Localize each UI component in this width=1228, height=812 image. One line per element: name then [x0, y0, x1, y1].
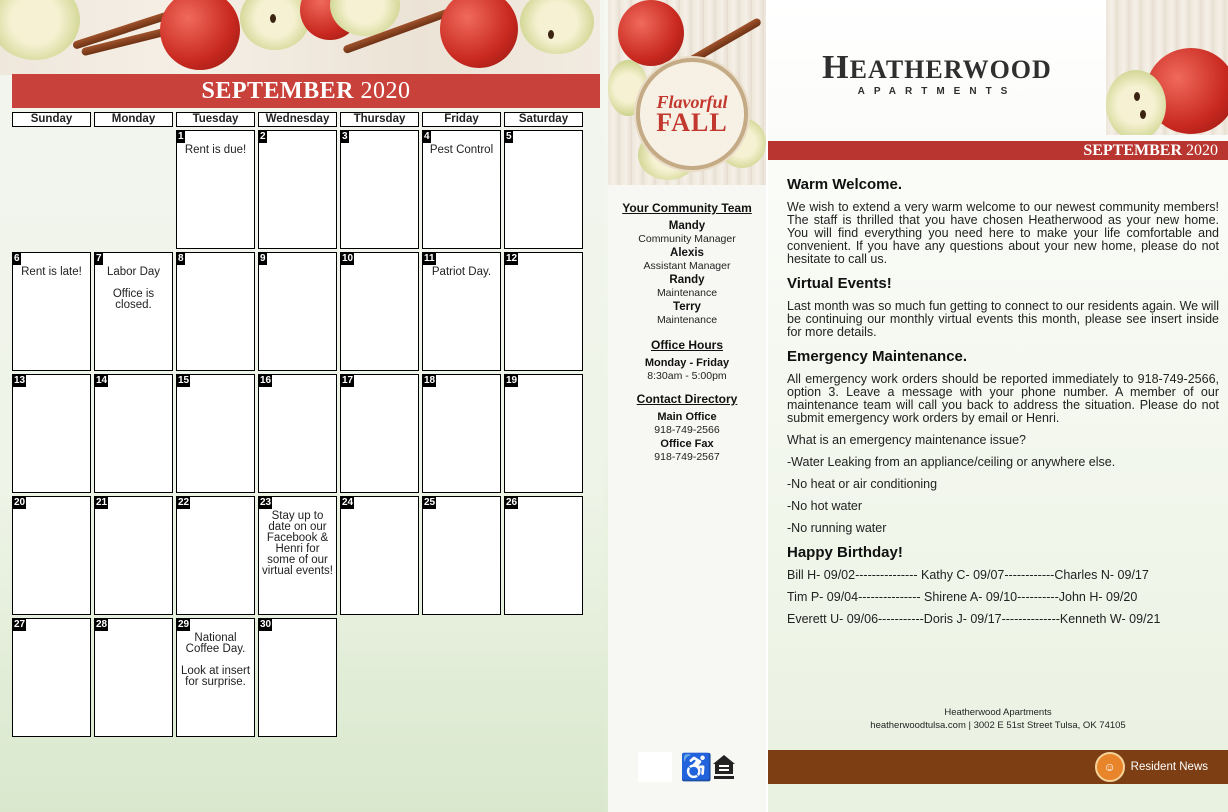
logo-initial: H [822, 49, 850, 86]
calendar-week [12, 496, 586, 615]
day-event: Rent is late! [21, 266, 82, 278]
calendar-day-cell [504, 374, 583, 493]
directory-phone: 918-749-2566 [654, 424, 720, 436]
day-number: 28 [96, 619, 108, 630]
directory-label: Main Office [657, 411, 717, 423]
footer-address-line: heatherwoodtulsa.com | 3002 E 51st Street Tulsa, OK 74105 [870, 720, 1126, 731]
hours-heading: Office Hours [650, 338, 723, 352]
calendar-day-cell [94, 618, 173, 737]
day-number: 20 [14, 497, 26, 508]
calendar-day-cell [340, 130, 419, 249]
weekday-header: Monday [94, 112, 173, 127]
section-paragraph: -Water Leaking from an appliance/ceiling or anywhere else. [787, 455, 1116, 469]
logo-sub: APARTMENTS [857, 86, 1017, 97]
day-number: 16 [260, 375, 272, 386]
newsletter-page [608, 0, 1228, 812]
day-number: 29 [178, 619, 190, 630]
newsletter-month: SEPTEMBER [1083, 142, 1182, 159]
section-paragraph: What is an emergency maintenance issue? [787, 433, 1027, 447]
day-number: 17 [342, 375, 354, 386]
calendar-day-cell [12, 252, 91, 371]
calendar-month-band [12, 74, 600, 108]
hours-days: Monday - Friday [644, 357, 730, 369]
wheelchair-icon: ♿ [680, 752, 713, 782]
day-number: 26 [506, 497, 518, 508]
day-number: 23 [260, 497, 272, 508]
day-number: 14 [96, 375, 108, 386]
footer-address [768, 706, 1228, 732]
calendar-day-cell [258, 130, 337, 249]
calendar-month: SEPTEMBER [201, 77, 355, 104]
day-number: 5 [506, 131, 512, 142]
apple-banner-art [0, 0, 600, 75]
hours-time: 8:30am - 5:00pm [647, 370, 727, 382]
calendar-day-cell [504, 130, 583, 249]
calendar-day-cell [94, 496, 173, 615]
calendar-day-cell [176, 130, 255, 249]
office-hours-block [608, 338, 766, 383]
newsletter-month-title [1083, 141, 1218, 160]
calendar-day-cell [504, 496, 583, 615]
community-team-block [608, 201, 766, 327]
blank-logo-box [638, 752, 672, 782]
day-event: National Coffee Day. Look at insert for surprise. [180, 632, 251, 688]
resident-news-label: Resident News [1130, 761, 1208, 773]
section-paragraph: Everett U- 09/06-----------Doris J- 09/17--------------Kenneth W- 09/21 [787, 612, 1161, 626]
day-number: 10 [342, 253, 354, 264]
resident-news-logo-icon: ☺ [1095, 752, 1125, 782]
day-number: 27 [14, 619, 26, 630]
day-event: Labor Day Office is closed. [106, 266, 161, 311]
calendar-day-cell [94, 374, 173, 493]
team-member-name: Terry [673, 301, 701, 313]
directory-phone: 918-749-2567 [654, 451, 720, 463]
team-member-role: Maintenance [656, 287, 718, 299]
calendar-day-cell [340, 496, 419, 615]
team-heading: Your Community Team [622, 201, 752, 215]
section-paragraph: Tim P- 09/04--------------- Shirene A- 09/10----------John H- 09/20 [787, 590, 1138, 604]
newsletter-month-band [768, 141, 1228, 160]
day-number: 3 [342, 131, 348, 142]
calendar-day-cell [422, 496, 501, 615]
section-heading: Warm Welcome. [787, 176, 903, 193]
day-number: 9 [260, 253, 266, 264]
day-number: 6 [14, 253, 20, 264]
flavorful-fall-badge [636, 58, 748, 170]
calendar-day-cell [340, 252, 419, 371]
day-number: 21 [96, 497, 108, 508]
calendar-day-cell [422, 374, 501, 493]
day-event: Pest Control [429, 144, 494, 156]
calendar-week [12, 130, 586, 249]
day-number: 25 [424, 497, 436, 508]
section-paragraph: We wish to extend a very warm welcome to our newest community members! The staff is thrilled that you have chosen Heatherwood as your new home. You will find everything you need here to make your life comfortable and convenient. If you have any questions about your new home, please do not hesitate to call us. [787, 200, 1219, 266]
calendar-day-cell [422, 252, 501, 371]
calendar-day-cell [176, 618, 255, 737]
calendar-day-cell [94, 252, 173, 371]
calendar-day-cell [258, 618, 337, 737]
section-paragraph: -No hot water [787, 499, 863, 513]
calendar-day-cell [176, 374, 255, 493]
day-number: 8 [178, 253, 184, 264]
weekday-header: Wednesday [258, 112, 337, 127]
directory-label: Office Fax [660, 438, 714, 450]
team-member-role: Assistant Manager [643, 260, 731, 272]
calendar-year: 2020 [360, 77, 411, 104]
day-number: 7 [96, 253, 102, 264]
calendar-weeks [12, 130, 586, 737]
day-number: 13 [14, 375, 26, 386]
calendar-week [12, 618, 586, 737]
day-number: 12 [506, 253, 518, 264]
calendar-day-cell [258, 374, 337, 493]
day-number: 1 [178, 131, 184, 142]
weekday-header: Friday [422, 112, 501, 127]
calendar-grid [12, 112, 586, 737]
team-list [608, 219, 766, 327]
section-paragraph: All emergency work orders should be reported immediately to 918-749-2566, option 3. Leave a message with your phone number. A member of our maintenance team will call you back to address the situation. Please do not submit emergency work orders by email or Henri. [787, 372, 1219, 425]
corner-apple-art [1106, 0, 1228, 135]
newsletter-main [768, 0, 1228, 812]
calendar-day-cell [12, 496, 91, 615]
section-heading: Emergency Maintenance. [787, 348, 968, 365]
calendar-day-cell [504, 252, 583, 371]
calendar-month-title [201, 78, 410, 105]
team-member-name: Alexis [670, 247, 704, 259]
weekday-header: Sunday [12, 112, 91, 127]
section-heading: Happy Birthday! [787, 544, 903, 561]
heatherwood-logo [806, 50, 1068, 97]
newsletter-year: 2020 [1186, 142, 1218, 159]
calendar-day-cell [12, 618, 91, 737]
newsletter-article [787, 176, 1219, 635]
day-number: 24 [342, 497, 354, 508]
contact-directory-block [608, 392, 766, 464]
day-number: 18 [424, 375, 436, 386]
calendar-day-cell [12, 374, 91, 493]
calendar-day-cell [258, 252, 337, 371]
calendar-page [0, 0, 604, 812]
day-number: 30 [260, 619, 272, 630]
day-event: Rent is due! [184, 144, 247, 156]
weekday-header: Thursday [340, 112, 419, 127]
calendar-day-cell [258, 496, 337, 615]
badge-line2: FALL [656, 108, 728, 137]
weekday-header-row [12, 112, 586, 127]
equal-housing-icon [712, 754, 736, 780]
community-sidebar [608, 185, 766, 812]
day-number: 19 [506, 375, 518, 386]
day-number: 4 [424, 131, 430, 142]
directory-list [608, 410, 766, 464]
day-event: Stay up to date on our Facebook & Henri for some of our virtual events! [262, 510, 333, 577]
section-paragraph: -No running water [787, 521, 887, 535]
team-member-role: Community Manager [638, 233, 736, 245]
section-paragraph: Bill H- 09/02--------------- Kathy C- 09/07------------Charles N- 09/17 [787, 568, 1149, 582]
weekday-header: Saturday [504, 112, 583, 127]
section-heading: Virtual Events! [787, 275, 892, 292]
team-member-name: Mandy [668, 220, 706, 232]
fall-badge-art [608, 0, 766, 185]
day-event: Patriot Day. [431, 266, 492, 278]
footer-name: Heatherwood Apartments [944, 707, 1052, 718]
badge-line1: Flavorful [656, 92, 728, 112]
calendar-week [12, 252, 586, 371]
calendar-day-cell [176, 496, 255, 615]
team-member-role: Maintenance [656, 314, 718, 326]
calendar-week [12, 374, 586, 493]
logo-name: EATHERWOOD [849, 55, 1052, 84]
day-number: 15 [178, 375, 190, 386]
day-number: 22 [178, 497, 190, 508]
weekday-header: Tuesday [176, 112, 255, 127]
calendar-day-cell [422, 130, 501, 249]
day-number: 2 [260, 131, 266, 142]
day-number: 11 [424, 253, 435, 264]
section-paragraph: Last month was so much fun getting to connect to our residents again. We will be continuing our monthly virtual events this month, please see insert inside for more details. [787, 299, 1219, 339]
team-member-name: Randy [669, 274, 705, 286]
resident-news-bar [768, 750, 1228, 784]
calendar-day-cell [176, 252, 255, 371]
directory-heading: Contact Directory [636, 392, 738, 406]
section-paragraph: -No heat or air conditioning [787, 477, 938, 491]
calendar-day-cell [340, 374, 419, 493]
resident-news [1095, 750, 1208, 784]
